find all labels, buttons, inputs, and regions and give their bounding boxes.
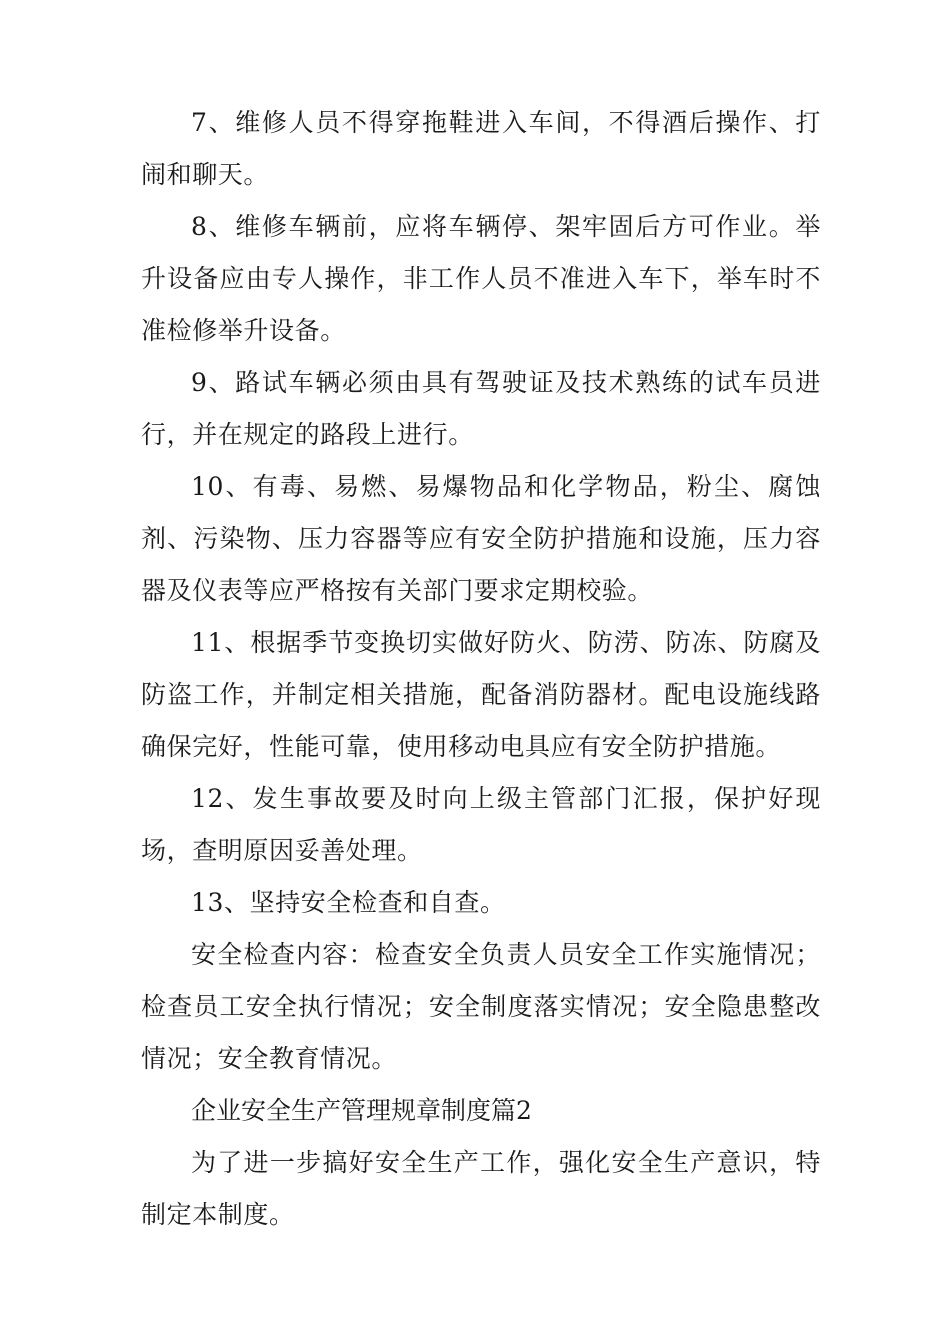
rule-item-13: 13、坚持安全检查和自查。 <box>191 888 506 917</box>
document-body <box>141 97 821 1241</box>
rule-item-9: 9、路试车辆必须由具有驾驶证及技术熟练的试车员进行，并在规定的路段上进行。 <box>141 368 821 449</box>
section-heading: 企业安全生产管理规章制度篇2 <box>191 1096 532 1125</box>
intro-paragraph: 为了进一步搞好安全生产工作，强化安全生产意识，特制定本制度。 <box>141 1148 821 1229</box>
rule-item-10: 10、有毒、易燃、易爆物品和化学物品，粉尘、腐蚀剂、污染物、压力容器等应有安全防护措施和设施，压力容器及仪表等应严格按有关部门要求定期校验。 <box>141 472 821 605</box>
rule-item-11: 11、根据季节变换切实做好防火、防涝、防冻、防腐及防盗工作，并制定相关措施，配备消防器材。配电设施线路确保完好，性能可靠，使用移动电具应有安全防护措施。 <box>141 628 821 761</box>
rule-item-7: 7、维修人员不得穿拖鞋进入车间，不得酒后操作、打闹和聊天。 <box>141 108 821 189</box>
rule-item-12: 12、发生事故要及时向上级主管部门汇报，保护好现场，查明原因妥善处理。 <box>141 784 821 865</box>
rule-item-8: 8、维修车辆前，应将车辆停、架牢固后方可作业。举升设备应由专人操作，非工作人员不准进入车下，举车时不准检修举升设备。 <box>141 212 821 345</box>
inspection-content-paragraph: 安全检查内容：检查安全负责人员安全工作实施情况；检查员工安全执行情况；安全制度落实情况；安全隐患整改情况；安全教育情况。 <box>141 940 821 1073</box>
